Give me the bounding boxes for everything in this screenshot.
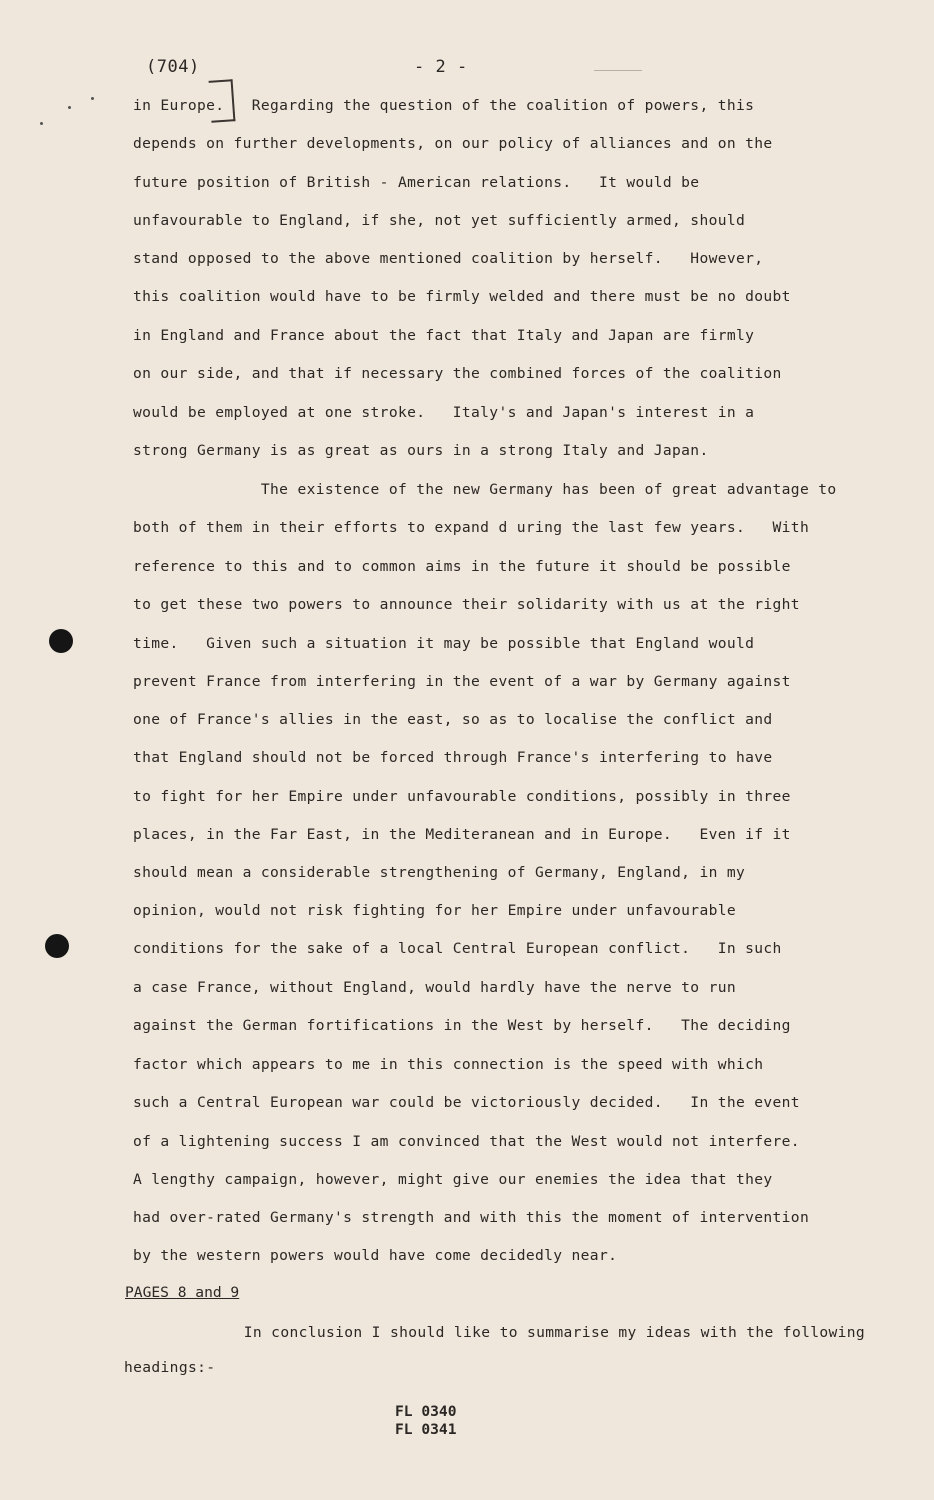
text-line: had over-rated Germany's strength and with this the moment of intervention <box>133 1209 810 1226</box>
section-label-pages: PAGES 8 and 9 <box>125 1284 240 1301</box>
text-line: on our side, and that if necessary the combined forces of the coalition <box>133 365 782 382</box>
footer-file-code: FL 0340 <box>395 1403 457 1420</box>
text-line: factor which appears to me in this connection is the speed with which <box>133 1056 764 1073</box>
text-line: future position of British - American relations. It would be <box>133 174 700 191</box>
punch-hole <box>49 629 73 653</box>
text-line: in England and France about the fact that Italy and Japan are firmly <box>133 327 755 344</box>
text-line: reference to this and to common aims in the future it should be possible <box>133 558 791 575</box>
text-line: stand opposed to the above mentioned coalition by herself. However, <box>133 250 764 267</box>
text-line: strong Germany is as great as ours in a strong Italy and Japan. <box>133 442 709 459</box>
text-line: to get these two powers to announce their solidarity with us at the right <box>133 596 800 613</box>
text-line: a case France, without England, would hardly have the nerve to run <box>133 979 736 996</box>
text-line: of a lightening success I am convinced that the West would not interfere. <box>133 1133 800 1150</box>
text-line: unfavourable to England, if she, not yet sufficiently armed, should <box>133 212 746 229</box>
footer-file-code: FL 0341 <box>395 1421 457 1438</box>
text-line: prevent France from interfering in the event of a war by Germany against <box>133 673 791 690</box>
document-reference-number: (704) <box>146 57 200 77</box>
text-line: depends on further developments, on our policy of alliances and on the <box>133 135 773 152</box>
page-number: - 2 - <box>414 57 468 77</box>
text-line: one of France's allies in the east, so as to localise the conflict and <box>133 711 773 728</box>
text-line: both of them in their efforts to expand d uring the last few years. With <box>133 519 810 536</box>
text-line: should mean a considerable strengthening of Germany, England, in my <box>133 864 746 881</box>
text-line: this coalition would have to be firmly welded and there must be no doubt <box>133 288 791 305</box>
punch-hole <box>45 934 69 958</box>
faint-pencil-mark <box>594 70 642 71</box>
text-line: places, in the Far East, in the Mediteranean and in Europe. Even if it <box>133 826 791 843</box>
text-line: time. Given such a situation it may be possible that England would <box>133 635 755 652</box>
paper-speck <box>40 122 43 125</box>
text-line: A lengthy campaign, however, might give our enemies the idea that they <box>133 1171 773 1188</box>
text-line: such a Central European war could be victoriously decided. In the event <box>133 1094 800 1111</box>
text-line: against the German fortifications in the West by herself. The deciding <box>133 1017 791 1034</box>
text-line: to fight for her Empire under unfavourable conditions, possibly in three <box>133 788 791 805</box>
text-line: conditions for the sake of a local Central European conflict. In such <box>133 940 782 957</box>
paper-speck <box>91 97 94 100</box>
text-line: would be employed at one stroke. Italy's and Japan's interest in a <box>133 404 755 421</box>
text-line: that England should not be forced through France's interfering to have <box>133 749 773 766</box>
text-line: headings:- <box>124 1359 216 1376</box>
text-line: in Europe. Regarding the question of the coalition of powers, this <box>133 97 755 114</box>
text-line: In conclusion I should like to summarise my ideas with the following <box>125 1324 866 1341</box>
text-line: by the western powers would have come decidedly near. <box>133 1247 618 1264</box>
text-line: opinion, would not risk fighting for her Empire under unfavourable <box>133 902 736 919</box>
text-line: The existence of the new Germany has been of great advantage to <box>133 481 837 498</box>
paper-speck <box>68 106 71 109</box>
